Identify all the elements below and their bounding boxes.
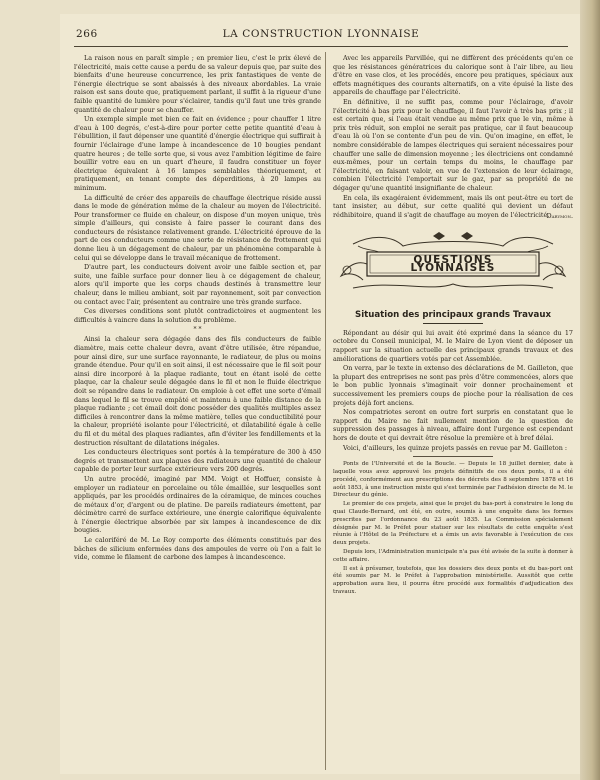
column-divider [325,52,326,770]
paragraph: On verra, par le texte in extenso des déclarations de M. Gailleton, que la plupart des entreprises ne sont pas près d'être commencées, alors que le bon public lyonnais s'imaginait voir donner prochainement et successivement les premiers coups de pioche pour la réalisation de ces projets déjà fort anciens. [333,364,573,407]
asterism: * * [193,326,202,334]
paragraph: Ponts de l'Université et de la Boucle. — Depuis le 18 juillet dernier, date à laquelle vous avez approuvé les projets définitifs de ces deux ponts, il a été procédé, conformément aux prescriptions des décrets des 8 septembre 1878 et 16 août 1853, à une instruction mixte qui s'est terminée par l'adhésion directe de M. le Directeur du génie. [333,461,573,499]
paragraph: Un autre procédé, imaginé par MM. Voigt et Hoffuer, consiste à employer un radiateur en porcelaine ou tôle émaillée, sur lesquelles sont appliqués, par les procédés ordinaires de la céramique, de minces couches de métaux d'or, d'argent ou de platine. De pareils radiateurs émettent, par décimètre carré de surface extérieure, une énergie calorifique équivalente à l'énergie électrique absorbée par six lampes à incandescence de dix bougies. [74,474,321,535]
author-signature: Darymon. [546,212,573,221]
page-number: 266 [76,28,98,40]
divider [413,456,493,457]
banner-title: QUESTIONS LYONNAISES [410,253,496,275]
paragraph: En cela, ils exagéraient évidemment, mais ils ont peut-être eu tort de tant insister, au début, sur cette qualité qui devient un défaut rédhibitoire, quand il s'agit de chauffage au moyen de l'électricité. [333,193,573,219]
left-column [74,54,321,563]
section-heading: Situation des principaux grands Travaux [355,309,551,320]
paragraph: D'autre part, les conducteurs doivent avoir une faible section et, par suite, une faible surface pour donner lieu à ce dégagement de chaleur, alors qu'il importe que les corps chauds destinés à transmettre leur chaleur, dans le milieu ambiant, soit par rayonnement, soit par convection ou contact avec l'air, présentent au contraire une très grande surface. [74,263,321,306]
header-rule [74,46,568,47]
paragraph: En définitive, il ne suffit pas, comme pour l'éclairage, d'avoir l'électricité à bas prix pour le chauffage, il faut l'avoir à très bas prix ; il est certain que, si l'eau était vendue au même prix que le vin, même à prix très réduit, son emploi ne serait pas pratique, car il faut beaucoup d'eau là où l'on se contente d'un peu de vin. Qu'on imagine, en effet, le nombre considérable de lampes électriques qui seraient nécessaires pour chauffer une salle de dimension moyenne ; les électriciens ont condamné eux-mêmes, pour un certain temps du moins, le chauffage par l'électricité, en faisant valoir, en vue de l'extension de leur éclairage, combien l'électricité l'emportait sur le gaz, par sa propriété de ne dégager qu'une quantité insignifiante de chaleur. [333,97,573,192]
paragraph: Les conducteurs électriques sont portés à la température de 300 à 450 degrés et transmettent aux plaques des radiateurs une quantité de chaleur capable de porter leur surface extérieure vers 200 degrés. [74,448,321,474]
paragraph: Un exemple simple met bien ce fait en évidence ; pour chauffer 1 litre d'eau à 100 degrés, c'est-à-dire pour porter cette petite quantité d'eau à l'ébullition, il faut dépenser une quantité d'énergie électrique qui suffirait à fournir l'éclairage d'une lampe à incandescence de 10 bougies pendant quatre heures ; de telle sorte que, si vous avez l'ambition légitime de faire bouillir votre eau en un quart d'heure, il faudra constituer un foyer électrique équivalent à 16 lampes semblables théoriquement, et pratiquement, en tenant compte des déperditions, à 20 lampes au minimum. [74,115,321,192]
running-head [76,22,566,42]
paragraph: Ainsi la chaleur sera dégagée dans des fils conducteurs de faible diamètre, mais cette chaleur devra, avant d'être utilisée, être répandue, pour ainsi dire, sur une surface rayonnante, le radiateur, de plus ou moins grande étendue. Pour qu'il en soit ainsi, il est nécessaire que le fil soit pour ainsi dire incorporé à la plaque radiante, tout en étant isolé de cette plaque, car la chaleur seule dégagée dans le fil et non le fluide électrique doit se répandre dans le radiateur. On emploie à cet effet une sorte d'émail dans lequel le fil se trouve empâté et maintenu à une faible distance de la plaque radiante ; cet émail doit donc posséder des qualités multiples assez difficiles à rencontrer dans la même matière, telles que conductibilité pour la chaleur, propriété isolante pour l'électricité, et dilatabilité égale à celle du fil et du métal des plaques radiantes, afin d'éviter les fendillements et la destruction résultant de dilatations inégales. [74,335,321,447]
section-banner [333,226,573,306]
paragraph: Avec les appareils Parvillée, qui ne diffèrent des précédents qu'en ce que les résistances génératrices du calorique sont à l'air libre, au lieu d'être en vase clos, et les procédés, encore peu pratiques, spéciaux aux effets magnétiques des courants alternatifs, on a vite épuisé la liste des appareils de chauffage par l'électricité. [333,54,573,97]
binding-edge [580,0,600,780]
paragraph: La raison nous en paraît simple ; en premier lieu, c'est le prix élevé de l'électricité, mais cette cause a perdu de sa valeur depuis que, par suite des bienfaits d'une heureuse concurrence, les prix fantastiques de vente de l'énergie électrique se sont abaissés à des niveaux abordables. La vraie raison est sans doute que, pratiquement parlant, il suffit à la rigueur d'une faible quantité de lumière pour s'éclairer, tandis qu'il faut une très grande quantité de chaleur pour se chauffer. [74,54,321,114]
right-column [333,54,573,598]
paragraph: Le caloriféré de M. Le Roy comporte des éléments constitués par des bâches de silicium enfermées dans des ampoules de verre où l'on a fait le vide, comme le filament de carbone des lampes à incandescence. [74,536,321,562]
journal-title: LA CONSTRUCTION LYONNAISE [222,28,420,40]
paragraph: Répondant au désir qui lui avait été exprimé dans la séance du 17 octobre du Conseil municipal, M. le Maire de Lyon vient de déposer un rapport sur la situation actuelle des principaux grands travaux et des améliorations de quartiers votés par cet Assemblée. [333,328,573,363]
paragraph: Il est à présumer, toutefois, que les dossiers des deux ponts et du bas-port ont été soumis par M. le Préfet à l'approbation ministérielle. Aussitôt que cette approbation aura lieu, il pourra être procédé aux formalités d'adjudication des travaux. [333,565,573,595]
paragraph: Le premier de ces projets, ainsi que le projet du bas-port à construire le long du quai Claude-Bernard, ont été, en outre, soumis à une enquête dans les formes prescrites par l'ordonnance du 23 août 1835. La Commission spécialement désignée par M. le Préfet pour statuer sur les résultats de cette enquête s'est réunie à l'Hôtel de la Préfecture et a émis un avis favorable à l'exécution de ces deux projets. [333,501,573,547]
paragraph: Nos compatriotes seront en outre fort surpris en constatant que le rapport du Maire ne fait nullement mention de la question de suppression des passages à niveau, affaire dont l'urgence est cependant hors de doute et qui devrait être résolue la première et à bref délai. [333,408,573,442]
paragraph: Voici, d'ailleurs, les quinze projets passés en revue par M. Gailleton : [343,443,568,452]
paragraph: Ces diverses conditions sont plutôt contradictoires et augmentent les difficultés à vaincre dans la solution du problème. [74,307,321,324]
heading-rule [423,323,483,324]
journal-page [60,14,580,774]
paragraph: La difficulté de créer des appareils de chauffage électrique réside aussi dans le mode de génération même de la chaleur au moyen de l'électricité. Pour transformer ce fluide en chaleur, on dispose d'un moyen unique, très simple d'ailleurs, qui consiste à faire passer le courant dans des conducteurs de résistance relativement grande. L'électricité éprouve de la part de ces conducteurs comme une sorte de résistance de frottement qui donne lieu à un dégagement de chaleur, par un phénomène comparable à celui qui se développe dans le travail mécanique de frottement. [74,193,321,262]
paragraph: Depuis lors, l'Administration municipale n'a pas été avisée de la suite à donner à cette affaire. [333,548,573,563]
